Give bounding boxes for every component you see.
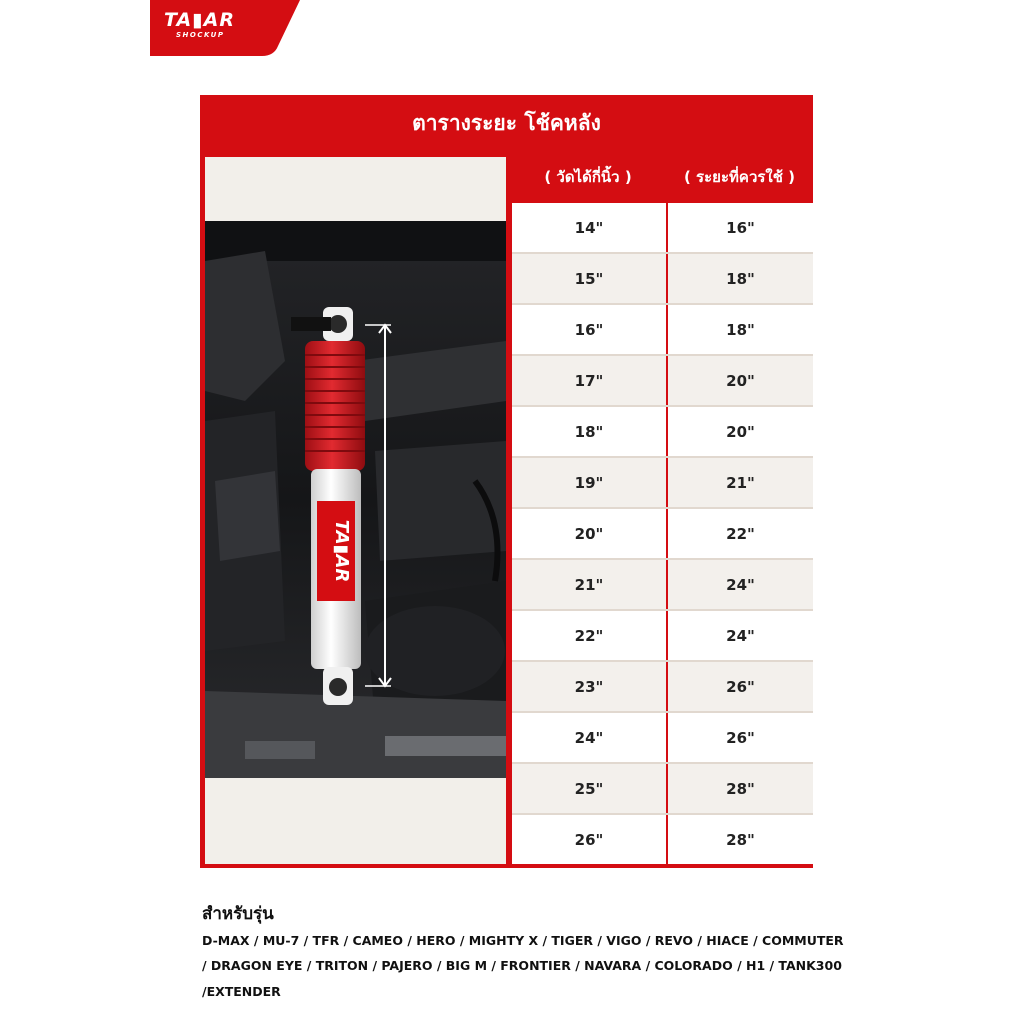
cell-recommended: 20" [668,356,813,405]
cell-measured: 21" [512,560,666,609]
cell-measured: 18" [512,407,666,456]
cell-measured: 16" [512,305,666,354]
cell-recommended: 24" [668,611,813,660]
cell-recommended: 16" [668,203,813,252]
cell-recommended: 28" [668,764,813,813]
shock-brand-label: TA▮AR [331,519,352,583]
table-row [512,254,813,303]
brand-logo [150,0,300,56]
cell-recommended: 18" [668,305,813,354]
table-row [512,764,813,813]
cell-measured: 17" [512,356,666,405]
models-line-2: / DRAGON EYE / TRITON / PAJERO / BIG M / FRONTIER / NAVARA / COLORADO / H1 / TANK300 [202,958,842,973]
cell-recommended: 26" [668,662,813,711]
models-heading: สำหรับรุ่น [202,904,274,924]
table-title: ตารางระยะ โช้คหลัง [412,111,601,135]
cell-recommended: 24" [668,560,813,609]
table-row [512,509,813,558]
table-row [512,356,813,405]
models-line-1: D-MAX / MU-7 / TFR / CAMEO / HERO / MIGHTY X / TIGER / VIGO / REVO / HIACE / COMMUTER [202,933,844,948]
column-header-measured: ( วัดได้กี่นิ้ว ) [544,167,632,186]
table-row [512,407,813,456]
table-row [512,611,813,660]
shock-absorber-photo [205,221,506,778]
cell-recommended: 22" [668,509,813,558]
table-row [512,713,813,762]
table-row [512,662,813,711]
shock-illustration [205,221,506,778]
cell-recommended: 21" [668,458,813,507]
table-row [512,560,813,609]
cell-measured: 19" [512,458,666,507]
table-row [512,815,813,864]
photo-panel [205,157,506,864]
cell-measured: 20" [512,509,666,558]
column-header-recommended: ( ระยะที่ควรใช้ ) [683,167,796,186]
cell-measured: 24" [512,713,666,762]
table-row [512,203,813,252]
models-line-3: /EXTENDER [202,984,281,999]
brand-tagline: SHOCKUP [176,31,225,39]
cell-measured: 23" [512,662,666,711]
cell-recommended: 26" [668,713,813,762]
table-row [512,458,813,507]
cell-recommended: 18" [668,254,813,303]
cell-measured: 15" [512,254,666,303]
table-row [512,305,813,354]
cell-recommended: 20" [668,407,813,456]
cell-recommended: 28" [668,815,813,864]
cell-measured: 26" [512,815,666,864]
cell-measured: 14" [512,203,666,252]
cell-measured: 22" [512,611,666,660]
cell-measured: 25" [512,764,666,813]
brand-name: TA▮AR [164,9,235,31]
